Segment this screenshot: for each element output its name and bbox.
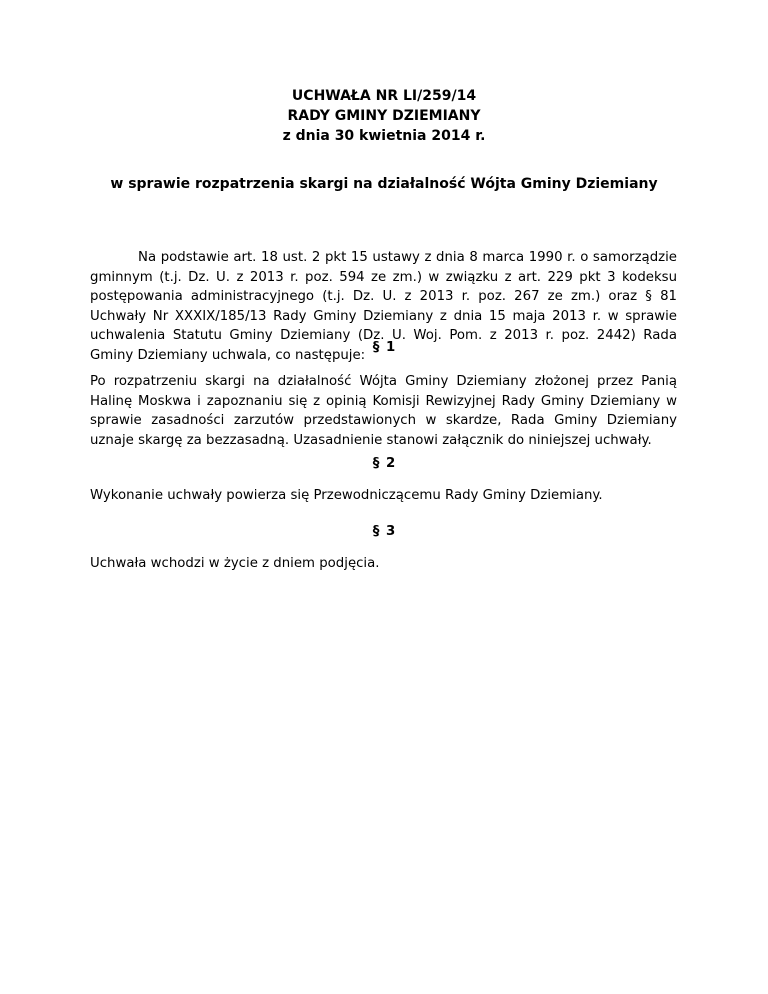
section-3-heading: § 3 xyxy=(372,524,396,539)
resolution-header xyxy=(0,86,768,146)
issuing-body: RADY GMINY DZIEMIANY xyxy=(287,108,481,124)
section-1-heading: § 1 xyxy=(372,340,396,355)
resolution-subject: w sprawie rozpatrzenia skargi na działalność Wójta Gminy Dziemiany xyxy=(110,176,658,192)
preamble-paragraph: Na podstawie art. 18 ust. 2 pkt 15 ustawy z dnia 8 marca 1990 r. o samorządzie gminnym (t.j. Dz. U. z 2013 r. poz. 594 ze zm.) w związku z art. 229 pkt 3 kodeksu postępowania administracyjnego (t.j. Dz. U. z 2013 r. poz. 267 ze zm.) oraz § 81 Uchwały Nr XXXIX/185/13 Rady Gminy Dziemiany z dnia 15 maja 2013 r. w sprawie uchwalenia Statutu Gminy Dziemiany (Dz. U. Woj. Pom. z 2013 r. poz. 2442) Rada Gminy Dziemiany uchwala, co następuje: xyxy=(90,250,677,363)
section-2-heading: § 2 xyxy=(372,456,396,471)
resolution-date: z dnia 30 kwietnia 2014 r. xyxy=(282,128,486,144)
resolution-number: UCHWAŁA NR LI/259/14 xyxy=(291,88,477,104)
section-2-text: Wykonanie uchwały powierza się Przewodniczącemu Rady Gminy Dziemiany. xyxy=(90,488,603,503)
section-1-text: Po rozpatrzeniu skargi na działalność Wójta Gminy Dziemiany złożonej przez Panią Halinę Moskwa i zapoznaniu się z opinią Komisji Rewizyjnej Rady Gminy Dziemiany w sprawie zasadności zarzutów przedstawionych w skardze, Rada Gminy Dziemiany uznaje skargę za bezzasadną. Uzasadnienie stanowi załącznik do niniejszej uchwały. xyxy=(90,374,677,448)
section-3-text: Uchwała wchodzi w życie z dniem podjęcia. xyxy=(90,556,380,571)
